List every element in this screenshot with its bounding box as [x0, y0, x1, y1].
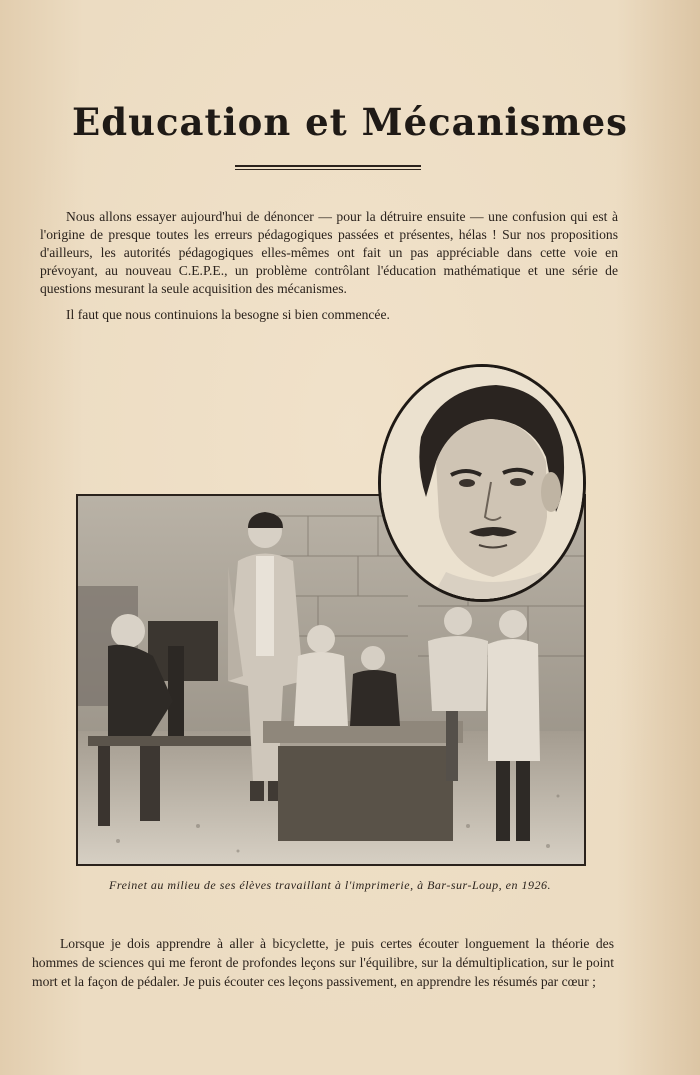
intro-paragraph-1: Nous allons essayer aujourd'hui de dénoncer — pour la détruire ensuite — une confusion qui est à l'origine de presque toutes les erreurs pédagogiques passées et présentes, hélas ! Sur nos propositions d'ailleurs, les autorités pédagogiques elles-mêmes ont fait un pas appréciable dans cette voie en prévoyant, au nouveau C.E.P.E., un problème contrôlant l'éducation mathématique et une série de questions mesurant la seule acquisition des mécanismes.: [40, 209, 618, 296]
photo-caption: Freinet au milieu de ses élèves travaillant à l'imprimerie, à Bar-sur-Loup, en 1926.: [109, 878, 551, 892]
portrait-inset: [378, 364, 586, 602]
intro-paragraph-2: Il faut que nous continuions la besogne si bien commencée.: [66, 307, 390, 322]
body-text: [32, 934, 614, 991]
body-paragraph: Lorsque je dois apprendre à aller à bicyclette, je puis certes écouter longuement la théorie des hommes de sciences qui me feront de profondes leçons sur l'équilibre, sur la démultiplication, sur le point mort et la façon de pédaler. Je puis écouter ces leçons passivement, en apprendre les résumés par cœur ;: [32, 936, 614, 989]
article-title: Education et Mécanismes: [72, 100, 628, 144]
title-divider: [235, 165, 421, 170]
portrait-illustration: [381, 367, 583, 599]
intro-text: [40, 208, 618, 324]
